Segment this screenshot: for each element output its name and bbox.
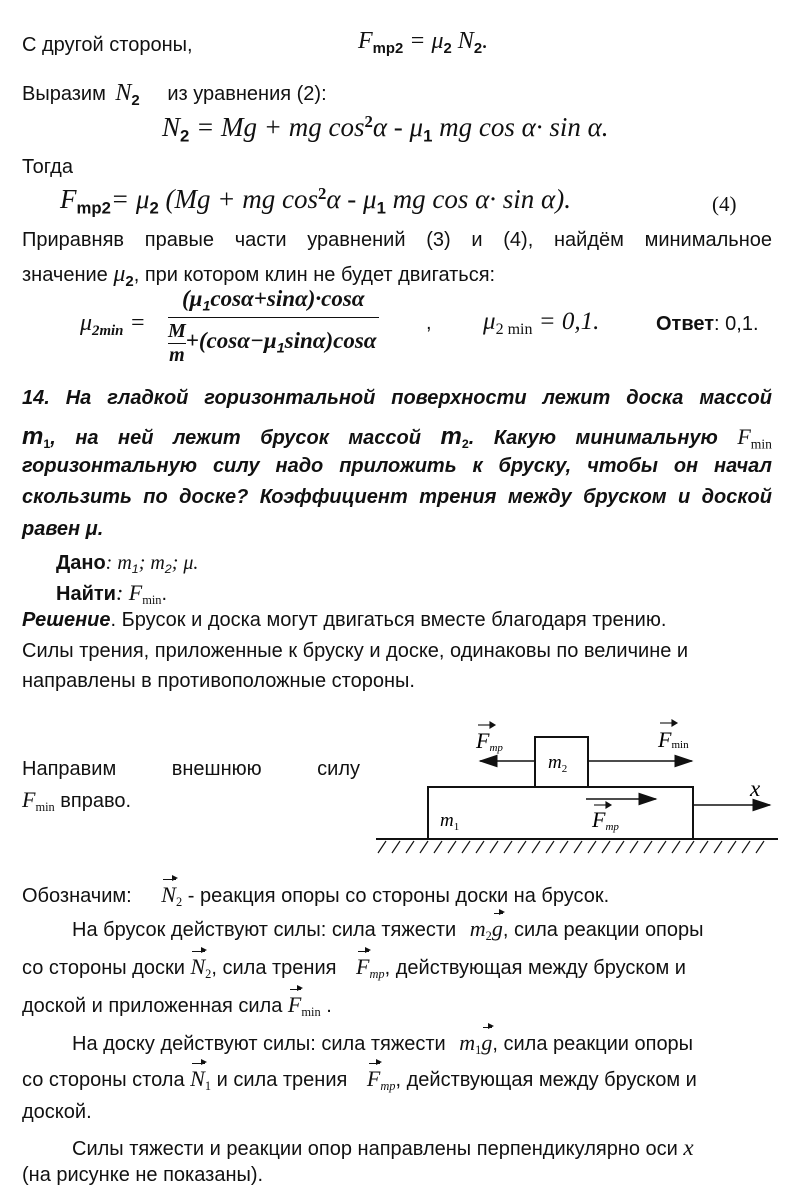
text-line: Приравняв правые части уравнений (3) и (4), найдём минимальное (22, 229, 772, 251)
text-line: С другой стороны, (22, 34, 193, 56)
ftr-bottom-label: Fmp (592, 807, 619, 833)
equation: $N_2 = Mg$ + mg $\cos^2\alpha - \mu_1$ mg cos α· sin α. (162, 112, 609, 146)
find-line: Найти: $F_{min}$. (56, 580, 168, 607)
diagram-caption: $F_{min}$ вправо. (22, 787, 132, 814)
text-line: доской. (22, 1101, 92, 1123)
force-diagram (370, 708, 786, 868)
problem-line: горизонтальную силу надо приложить к бруску, чтобы он начал (22, 455, 772, 477)
problem-line: равен μ. (22, 518, 104, 540)
given-line: Дано: $m_1$; $m_2$; μ. (56, 552, 199, 576)
m2-label: $m_2$ (548, 752, 568, 775)
fmin-label: Fmin (658, 727, 689, 752)
answer-label: Ответ: 0,1. (656, 313, 759, 335)
text-line: Обозначим: $N_2$ - реакция опоры со стороны доски на брусок. (22, 882, 610, 909)
ftr-left-label: Fmp (476, 728, 503, 754)
comma: , (426, 312, 432, 334)
text-line: На доску действуют силы: сила тяжести $m_1g$, сила реакции опоры (72, 1030, 694, 1057)
text-line: Тогда (22, 156, 73, 178)
formula-mu-lhs: $\mu_{2min}$ = (80, 310, 146, 339)
text-line: значение $\mu_2$, при котором клин не будет двигаться: (22, 261, 496, 290)
formula-fraction: $(\mu_1\cos\alpha+\sin\alpha)\cdot\cos\alpha$ $\frac{M}{m}$ $+(\cos\alpha-\mu_1\sin\alpha)\cos\alpha$ (168, 286, 377, 366)
text-line: со стороны стола $N_1$ и сила трения $F_{mp}$, действующая между бруском и (22, 1066, 697, 1093)
problem-line: $m_1$, на ней лежит брусок массой $m_2$. Какую минимальную $F_{min}$ (22, 423, 772, 452)
equation: $F_{mp2}= \mu_2$ (Mg + mg $\cos^2\alpha - \mu_1$ mg cos α· sin α). (60, 184, 571, 218)
answer-value: $\mu_{2 min} = 0,1$. (483, 308, 600, 339)
problem-line: скользить по доске? Коэффициент трения между бруском и доской (22, 486, 772, 508)
text-line: Выразим $N_2$ из уравнения (2): (22, 80, 327, 109)
m1-label: $m_1$ (440, 810, 460, 833)
ground-hatching (378, 841, 764, 853)
solution-line: направлены в противоположные стороны. (22, 670, 415, 692)
diagram-caption: Направим внешнюю силу (22, 758, 360, 780)
text-line: со стороны доски $N_2$, сила трения $F_{mp}$, действующая между бруском и (22, 954, 686, 981)
problem-line: 14. На гладкой горизонтальной поверхности лежит доска массой (22, 387, 772, 409)
solution-line: Силы трения, приложенные к бруску и доске, одинаковы по величине и (22, 640, 689, 662)
text-line: На брусок действуют силы: сила тяжести $m_2g$, сила реакции опоры (72, 916, 704, 943)
equation: $F_{mp2} = \mu_2$ $N_2$. (358, 28, 489, 57)
text-line: Силы тяжести и реакции опор направлены перпендикулярно оси x (72, 1135, 694, 1160)
text-line: (на рисунке не показаны). (22, 1164, 264, 1186)
text-line: доской и приложенная сила $F_{min}$ . (22, 992, 332, 1019)
board-m1 (428, 787, 693, 839)
solution-line: Решение. Брусок и доска могут двигаться вместе благодаря трению. (22, 609, 667, 631)
x-axis-label: x (750, 776, 761, 801)
equation-number: (4) (712, 192, 737, 216)
